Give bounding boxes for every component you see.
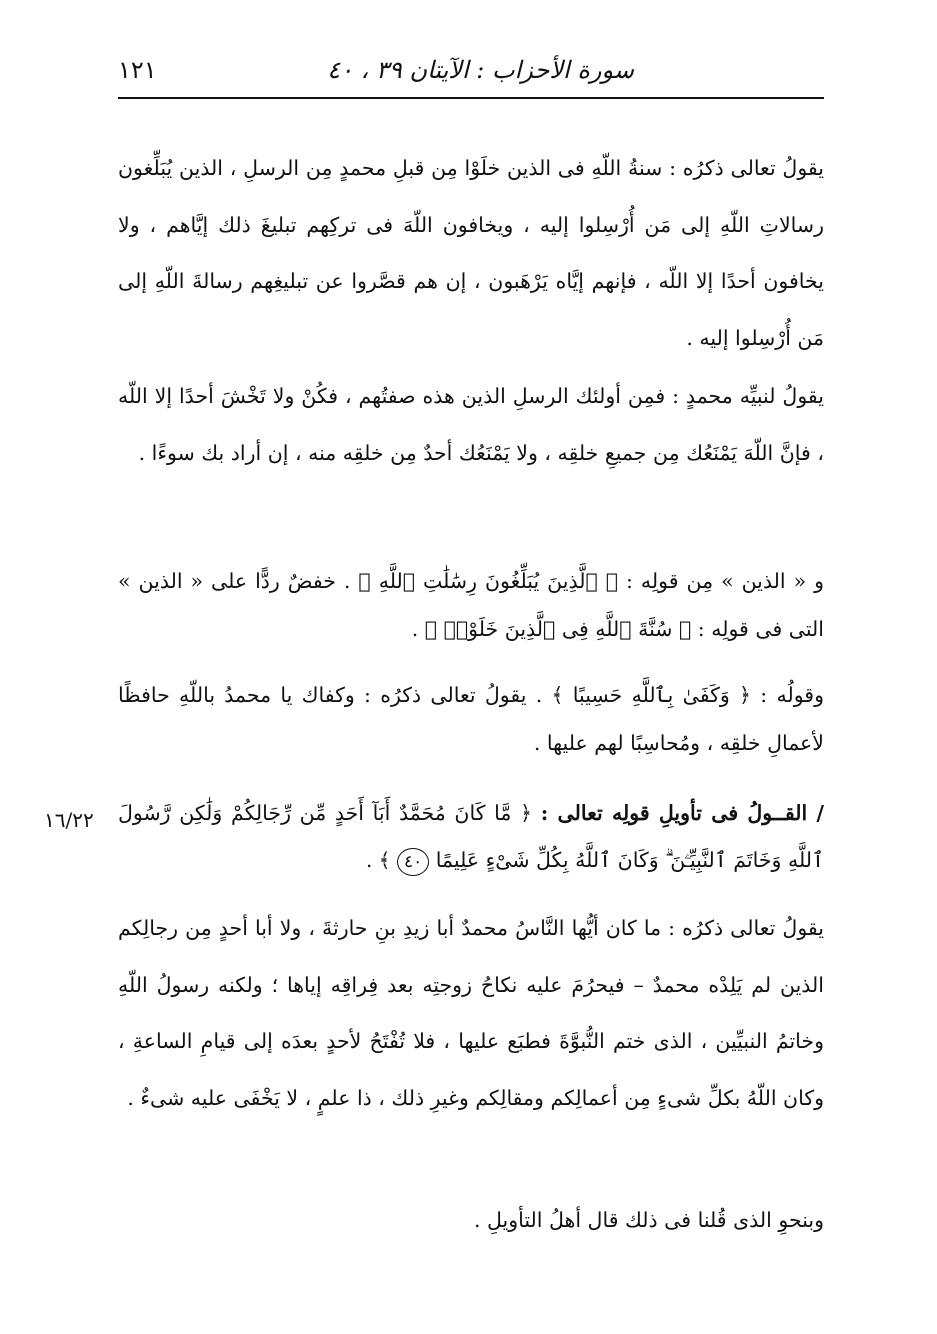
paragraph-7: وبنحوِ الذى قُلنا فى ذلك قال أهلُ التأويلِ . (473, 1208, 824, 1232)
paragraph-1: يقولُ تعالى ذكرُه : سنةُ اللّهِ فى الذين خلَوْا مِن قبلِ محمدٍ مِن الرسلِ ، الذين يُبَلِّغون رسالاتِ اللّهِ إلى مَن أُرْسِلوا إليه ، ويخافون اللّهَ فى تركِهم تبليغَ ذلك إيَّاهم ، ولا يخافون أحدًا إلا اللّه ، فإنهم إيَّاه يَرْهَبون ، إن هم قصَّروا عن تبليغِهم رسالةَ اللّهِ إلى مَن أُرْسِلوا إليه . (118, 156, 824, 350)
header-rule (118, 97, 824, 99)
paragraph-2: يقولُ لنبيِّه محمدٍ : فمِن أولئك الرسلِ الذين هذه صفتُهم ، فكُنْ ولا تَخْشَ أحدًا إلا اللّه ، فإنَّ اللّهَ يَمْنَعُك مِن جميعِ خلقِه ، ولا يَمْنَعُك أحدٌ مِن خلقِه منه ، إن أراد بك سوءًا . (118, 384, 824, 465)
running-header (118, 52, 824, 96)
header-title: سورة الأحزاب : الآيتان ٣٩ ، ٤٠ (327, 56, 634, 84)
margin-reference: ١٦/٢٢ (44, 808, 94, 832)
paragraph-5-verse-heading (118, 790, 824, 884)
verse-number-badge: ٤٠ (397, 848, 429, 876)
section-heading: / القــولُ فى تأويلِ قولِه تعالى : (540, 801, 824, 825)
paragraph-6: يقولُ تعالى ذكرُه : ما كان أيُّها النَّاسُ محمدٌ أبا زيدِ بنِ حارثةَ ، ولا أبا أحدٍ مِن رجالِكم الذين لم يَلِدْه محمدٌ – فيحرُمَ عليه نكاحُ زوجتِه بعد فِراقِه إياها ؛ ولكنه رسولُ اللّهِ وخاتمُ النبيِّين ، الذى ختم النُّبوَّةَ فطبَع عليها ، فلا تُفْتَحُ لأحدٍ بعدَه إلى قيامِ الساعةِ ، وكان اللّهُ بكلِّ شىءٍ مِن أعمالِكم ومقالِكم وغيرِ ذلك ، ذا علمٍ ، لا يَخْفَى عليه شىءٌ . (118, 916, 824, 1110)
verse-end-bracket: ﴾ . (366, 848, 391, 872)
paragraph-3: و « الذين » مِن قولِه : ﴿ ٱلَّذِينَ يُبَلِّغُونَ رِسَٰلَٰتِ ٱللَّهِ ﴾ . خفضٌ ردًّا على « الذين » التى فى قولِه : ﴿ سُنَّةَ ٱللَّهِ فِى ٱلَّذِينَ خَلَوْا۟ ﴾ . (118, 569, 824, 641)
quran-verse: ﴿ مَّا كَانَ مُحَمَّدٌ أَبَآ أَحَدٍ مِّن رِّجَالِكُمْ وَلَٰكِن رَّسُولَ ٱللَّهِ وَخَاتَمَ ٱلنَّبِيِّـۧنَ ۗ وَكَانَ ٱللَّهُ بِكُلِّ شَىْءٍ عَلِيمًا (118, 801, 824, 872)
page-number: ١٢١ (118, 56, 157, 84)
paragraph-4: وقولُه : ﴿ وَكَفَىٰ بِٱللَّهِ حَسِيبًا ﴾ . يقولُ تعالى ذكرُه : وكفاك يا محمدُ باللّهِ حافظًا لأعمالِ خلقِه ، ومُحاسِبًا لهم عليها . (118, 683, 824, 755)
